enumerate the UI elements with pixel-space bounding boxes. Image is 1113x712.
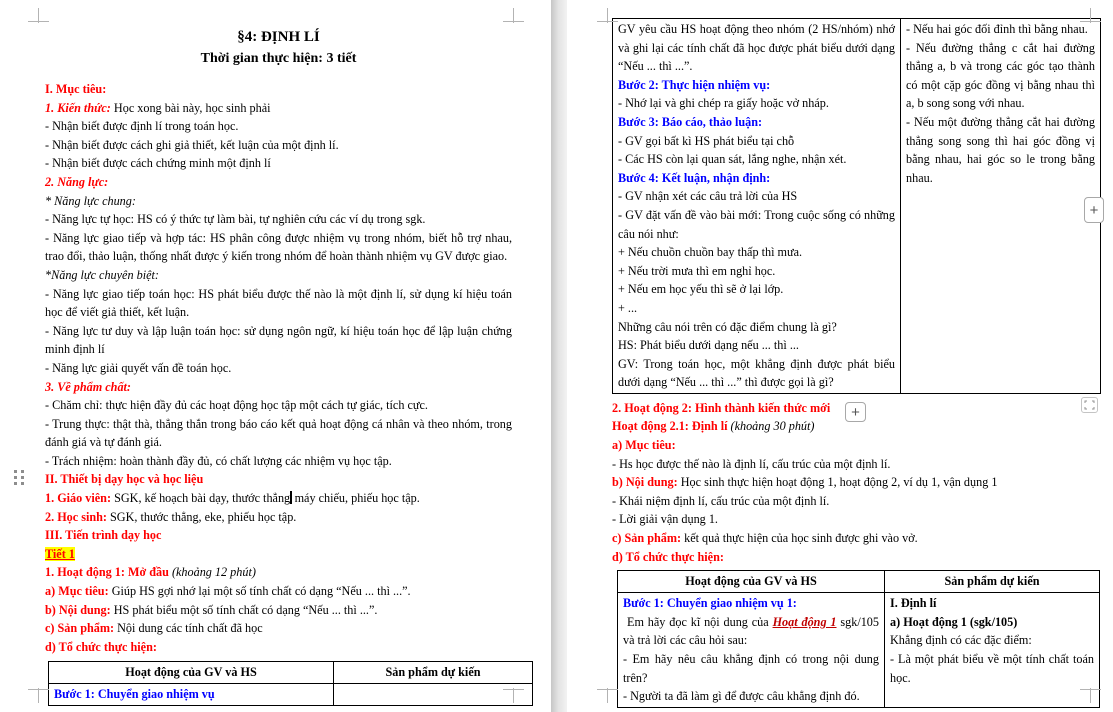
paragraph bbox=[618, 280, 895, 299]
text-run: - Nhớ lại và ghi chép ra giấy hoặc vở nháp. bbox=[618, 96, 829, 111]
text-run: - Người ta đã làm gì để được câu khẳng định đó. bbox=[623, 689, 860, 704]
activity-table-1 bbox=[48, 661, 533, 706]
text-run: + Nếu em học yếu thì sẽ ở lại lớp. bbox=[618, 282, 784, 297]
text-run: - Nhận biết được cách chứng minh một định lí bbox=[45, 156, 271, 171]
text-run: GV: Trong toán học, một khẳng định được phát biểu dưới dạng “Nếu ... thì ...” thì được gọi là gì? bbox=[618, 356, 895, 390]
text-run: c) Sản phẩm: bbox=[45, 621, 118, 636]
page-1[interactable] bbox=[0, 0, 551, 712]
text-run: Bước 4: Kết luận, nhận định: bbox=[618, 170, 771, 185]
text-run: I. Định lí bbox=[890, 596, 937, 611]
paragraph bbox=[45, 173, 512, 192]
table-header-cell: Hoạt động của GV và HS bbox=[618, 571, 885, 593]
table-cell[interactable] bbox=[618, 593, 885, 708]
page1-body bbox=[45, 80, 512, 656]
paragraph bbox=[890, 650, 1094, 687]
text-run: - Năng lực giao tiếp toán học: HS phát biểu được thế nào là một định lí, sử dụng kí hiệu toán học để viết giả thiết, kết luận. bbox=[45, 286, 512, 320]
text-run: 2. Năng lực: bbox=[45, 174, 109, 189]
text-run: - GV nhận xét các câu trả lời của HS bbox=[618, 189, 798, 204]
text-run: HS phát biểu một số tính chất có dạng “Nếu ... thì ...”. bbox=[113, 602, 378, 617]
text-run: - GV gọi bất kì HS phát biểu tại chỗ bbox=[618, 133, 795, 148]
text-run: - Chăm chỉ: thực hiện đầy đủ các hoạt động học tập một cách tự giác, tích cực. bbox=[45, 398, 428, 413]
paragraph bbox=[45, 99, 512, 118]
page2-body bbox=[612, 399, 1078, 566]
doc-title: §4: ĐỊNH LÍ bbox=[237, 29, 320, 45]
text-run: Học sinh thực hiện hoạt động 1, hoạt động 2, ví dụ 1, vận dụng 1 bbox=[680, 475, 998, 490]
paragraph bbox=[45, 508, 512, 527]
text-run: - GV đặt vấn đề vào bài mới: Trong cuộc sống có những câu nói như: bbox=[618, 207, 895, 241]
text-run: máy chiếu, phiếu học tập. bbox=[291, 491, 420, 506]
text-run: + Nếu chuồn chuồn bay thấp thì mưa. bbox=[618, 245, 803, 260]
text-run: Em hãy đọc kĩ nội dung của bbox=[627, 614, 773, 629]
text-run: sgk/105 và trả lời các câu hỏi sau: bbox=[623, 614, 879, 648]
text-run: (khoảng 30 phút) bbox=[730, 419, 815, 434]
text-run: - Em hãy nêu câu khẳng định có trong nội dung trên? bbox=[623, 652, 879, 685]
text-run: *Năng lực chuyên biệt: bbox=[45, 267, 159, 282]
paragraph bbox=[618, 94, 895, 113]
paragraph bbox=[618, 262, 895, 281]
paragraph bbox=[623, 687, 879, 706]
text-run: Những câu nói trên có đặc điểm chung là gì? bbox=[618, 319, 837, 334]
text-run: Học xong bài này, học sinh phải bbox=[113, 100, 271, 115]
text-run: Hoạt động 1 bbox=[772, 614, 837, 629]
paragraph bbox=[45, 359, 512, 378]
text-run: d) Tổ chức thực hiện: bbox=[612, 549, 724, 564]
text-run: - Năng lực tư duy và lập luận toán học: sử dụng ngôn ngữ, kí hiệu toán học để lập luận chứng minh định lí bbox=[45, 323, 512, 357]
paragraph bbox=[623, 594, 879, 613]
expand-icon[interactable] bbox=[1081, 397, 1098, 413]
paragraph bbox=[45, 415, 512, 452]
text-run: a) Hoạt động 1 (sgk/105) bbox=[890, 614, 1018, 629]
paragraph bbox=[612, 548, 1078, 567]
paragraph bbox=[45, 638, 512, 657]
paragraph bbox=[45, 229, 512, 266]
text-run: + Nếu trời mưa thì em nghỉ học. bbox=[618, 263, 776, 278]
paragraph bbox=[618, 20, 895, 76]
paragraph bbox=[45, 582, 512, 601]
text-run: I. Mục tiêu: bbox=[45, 82, 107, 96]
drag-handle-icon[interactable] bbox=[14, 470, 24, 485]
paragraph bbox=[45, 378, 512, 397]
paragraph bbox=[612, 529, 1078, 548]
table-cell[interactable] bbox=[49, 684, 334, 706]
activity-table-2 bbox=[617, 570, 1100, 708]
text-run: Khẳng định có các đặc điểm: bbox=[890, 633, 1032, 648]
text-run: Bước 1: Chuyển giao nhiệm vụ 1: bbox=[623, 596, 797, 611]
paragraph bbox=[45, 563, 512, 582]
paragraph bbox=[906, 113, 1095, 187]
paragraph bbox=[618, 243, 895, 262]
paragraph bbox=[906, 20, 1095, 39]
text-run: kết quả thực hiện của học sinh được ghi vào vở. bbox=[684, 531, 918, 546]
plus-icon[interactable]: + bbox=[845, 402, 866, 422]
paragraph bbox=[45, 470, 512, 489]
paragraph bbox=[890, 631, 1094, 650]
text-run: * Năng lực chung: bbox=[45, 193, 136, 208]
text-run: 1. Kiến thức: bbox=[45, 100, 114, 115]
text-run: Tiết 1 bbox=[45, 546, 75, 561]
text-run: a) Mục tiêu: bbox=[45, 584, 112, 599]
table-cell[interactable] bbox=[334, 684, 533, 706]
paragraph bbox=[623, 650, 879, 687]
paragraph bbox=[612, 436, 1078, 455]
paragraph bbox=[45, 154, 512, 173]
paragraph bbox=[618, 76, 895, 95]
table-cell[interactable] bbox=[901, 19, 1101, 394]
paragraph bbox=[45, 322, 512, 359]
text-run: Giúp HS gợi nhớ lại một số tính chất có dạng “Nếu ... thì ...”. bbox=[111, 584, 411, 599]
text-run: - Nếu một đường thẳng cắt hai đường thẳng song song thì hai góc đồng vị bằng nhau, hai góc so le trong bằng nhau. bbox=[906, 114, 1095, 185]
text-run: Hoạt động 2.1: Định lí bbox=[612, 419, 731, 434]
paragraph bbox=[612, 510, 1078, 529]
paragraph bbox=[906, 39, 1095, 113]
paragraph bbox=[45, 452, 512, 471]
paragraph bbox=[612, 455, 1078, 474]
fullscreen-corners-glyph bbox=[1084, 400, 1095, 410]
text-run: 1. Hoạt động 1: Mở đầu bbox=[45, 565, 172, 580]
text-run: - Các HS còn lại quan sát, lắng nghe, nhận xét. bbox=[618, 152, 847, 167]
page2-text-area[interactable] bbox=[612, 18, 1095, 708]
paragraph bbox=[45, 80, 512, 99]
text-run: - Khái niệm định lí, cấu trúc của một định lí. bbox=[612, 493, 830, 508]
table-header-cell: Sản phẩm dự kiến bbox=[334, 662, 533, 684]
table-header-cell: Hoạt động của GV và HS bbox=[49, 662, 334, 684]
text-run: - Hs học được thế nào là định lí, cấu trúc của một định lí. bbox=[612, 456, 891, 471]
text-run: c) Sản phẩm: bbox=[612, 531, 685, 546]
text-run: SGK, thước thẳng, eke, phiếu học tập. bbox=[110, 509, 297, 524]
paragraph bbox=[45, 601, 512, 620]
text-run: - Năng lực tự học: HS có ý thức tự làm bài, tự nghiên cứu các ví dụ trong sgk. bbox=[45, 212, 426, 227]
paragraph bbox=[45, 266, 512, 285]
text-run: - Lời giải vận dụng 1. bbox=[612, 512, 718, 527]
paragraph bbox=[618, 355, 895, 392]
text-run: II. Thiết bị dạy học và học liệu bbox=[45, 472, 204, 487]
text-run: - Năng lực giải quyết vấn đề toán học. bbox=[45, 360, 232, 375]
page-2[interactable] bbox=[567, 0, 1113, 712]
text-run: (khoảng 12 phút) bbox=[171, 565, 256, 580]
page-separator bbox=[551, 0, 567, 712]
text-run: Bước 2: Thực hiện nhiệm vụ: bbox=[618, 77, 771, 92]
text-run: 2. Hoạt động 2: Hình thành kiến thức mới bbox=[612, 400, 831, 415]
page1-text-area[interactable] bbox=[45, 22, 512, 706]
paragraph bbox=[890, 594, 1094, 613]
paragraph bbox=[612, 473, 1078, 492]
text-run: 1. Giáo viên: bbox=[45, 491, 115, 506]
paragraph bbox=[890, 613, 1094, 632]
text-run: Nội dung các tính chất đã học bbox=[117, 621, 263, 636]
text-run: - Nếu hai góc đối đỉnh thì bằng nhau. bbox=[906, 22, 1088, 36]
text-run: - Nếu đường thẳng c cắt hai đường thẳng a, b và trong các góc tạo thành có một cặp góc đồng vị bằng nhau thì a, b song song với nhau. bbox=[906, 40, 1095, 111]
text-run: b) Nội dung: bbox=[45, 602, 114, 617]
paragraph bbox=[618, 113, 895, 132]
paragraph bbox=[45, 285, 512, 322]
paragraph bbox=[45, 210, 512, 229]
paragraph bbox=[618, 336, 895, 355]
paragraph bbox=[618, 132, 895, 151]
text-run: - Nhận biết được định lí trong toán học. bbox=[45, 119, 239, 134]
text-run: 2. Học sinh: bbox=[45, 509, 111, 524]
paragraph bbox=[618, 187, 895, 206]
paragraph bbox=[618, 150, 895, 169]
text-run: a) Mục tiêu: bbox=[612, 438, 676, 453]
text-run: - Trung thực: thật thà, thẳng thắn trong báo cáo kết quả hoạt động cá nhân và theo nhóm, trong đánh giá và tự đánh giá. bbox=[45, 416, 512, 450]
text-run: III. Tiến trình dạy học bbox=[45, 528, 162, 543]
text-run: 3. Về phẩm chất: bbox=[45, 379, 131, 394]
table-cell[interactable] bbox=[885, 593, 1100, 708]
text-run: - Năng lực giao tiếp và hợp tác: HS phân công được nhiệm vụ trong nhóm, biết hỗ trợ nhau, trao đổi, thảo luận, thống nhất được ý kiến trong nhóm để hoàn thành nhiệm vụ GV được giao. bbox=[45, 230, 512, 264]
paragraph bbox=[618, 318, 895, 337]
text-run: Bước 1: Chuyển giao nhiệm vụ bbox=[54, 687, 215, 702]
table-header-cell: Sản phẩm dự kiến bbox=[885, 571, 1100, 593]
plus-icon[interactable]: + bbox=[1084, 197, 1104, 223]
paragraph bbox=[45, 192, 512, 211]
paragraph bbox=[45, 489, 512, 508]
paragraph bbox=[45, 396, 512, 415]
text-run: - Trách nhiệm: hoàn thành đầy đủ, có chất lượng các nhiệm vụ học tập. bbox=[45, 453, 392, 468]
paragraph bbox=[618, 169, 895, 188]
text-run: GV yêu cầu HS hoạt động theo nhóm (2 HS/nhóm) nhớ và ghi lại các tính chất đã học được phát biểu dưới dạng “Nếu ... thì ...”. bbox=[618, 22, 895, 74]
text-run: - Nhận biết được cách ghi giả thiết, kết luận của một định lí. bbox=[45, 137, 339, 152]
text-run: Bước 3: Báo cáo, thảo luận: bbox=[618, 114, 763, 129]
paragraph bbox=[618, 206, 895, 243]
paragraph bbox=[623, 613, 879, 650]
paragraph bbox=[612, 492, 1078, 511]
doc-subtitle: Thời gian thực hiện: 3 tiết bbox=[200, 51, 357, 66]
text-run: HS: Phát biểu dưới dạng nếu ... thì ... bbox=[618, 338, 799, 353]
text-run: - Là một phát biểu về một tính chất toán học. bbox=[890, 652, 1094, 685]
paragraph bbox=[45, 526, 512, 545]
text-run: d) Tổ chức thực hiện: bbox=[45, 639, 157, 654]
paragraph bbox=[618, 299, 895, 318]
table-cell[interactable] bbox=[613, 19, 901, 394]
text-run: SGK, kế hoạch bài dạy, thước thẳng bbox=[114, 491, 291, 506]
paragraph bbox=[54, 685, 328, 704]
activity-table-1-continued bbox=[612, 18, 1101, 394]
paragraph bbox=[45, 136, 512, 155]
paragraph bbox=[45, 117, 512, 136]
text-run: b) Nội dung: bbox=[612, 475, 681, 490]
paragraph bbox=[45, 545, 512, 564]
text-run: + ... bbox=[618, 300, 638, 315]
paragraph bbox=[45, 619, 512, 638]
